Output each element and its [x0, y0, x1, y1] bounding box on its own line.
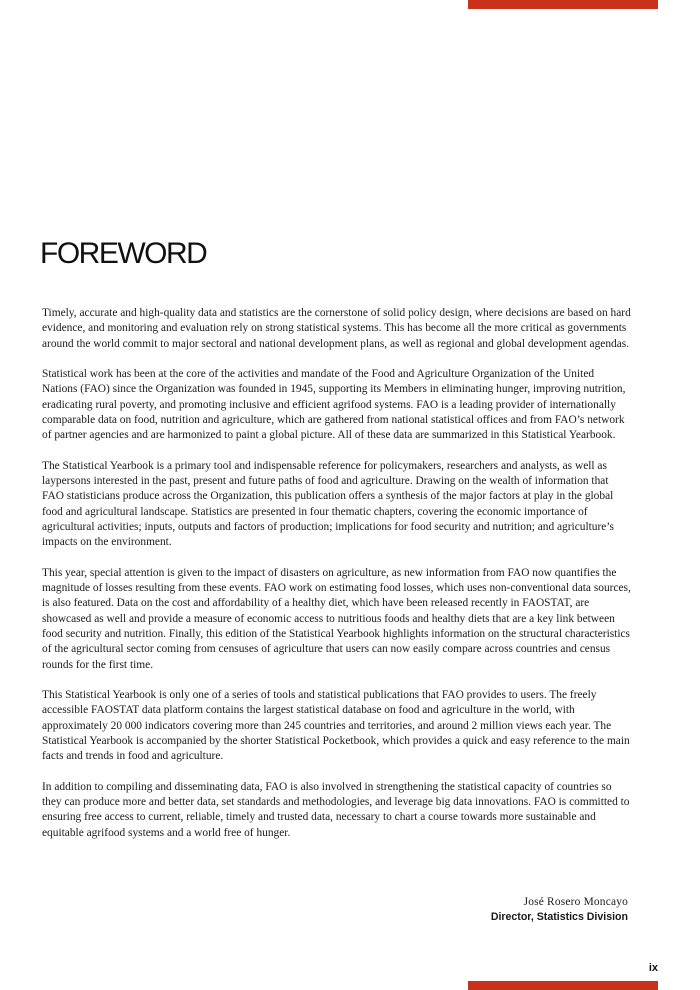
signatory-name: José Rosero Moncayo — [523, 896, 628, 908]
page-number: ix — [648, 962, 658, 974]
paragraph-2: Statistical work has been at the core of the activities and mandate of the Food and Agriculture Organization of the United Nations (FAO) since the Organization was founded in 1945, supporting its Members in eliminating hunger, improving nutrition, eradicating rural poverty, and promoting inclusive and efficient agrifood systems. FAO is a leading provider of internationally comparable data on food, nutrition and agriculture, which are gathered from national statistical offices and from FAO’s network of partner agencies and are harmonized to paint a global picture. All of these data are summarized in this Statistical Yearbook. — [42, 368, 626, 442]
paragraph-1: Timely, accurate and high-quality data and statistics are the cornerstone of solid policy design, where decisions are based on hard evidence, and monitoring and evaluation rely on strong statistical systems. This has become all the more critical as governments around the world commit to major sectoral and national development plans, as well as regional and global development agendas. — [42, 307, 631, 350]
signature-block — [491, 895, 628, 925]
foreword-body — [42, 306, 632, 856]
paragraph-3: The Statistical Yearbook is a primary tool and indispensable reference for policymakers, researchers and analysts, as well as laypersons interested in the past, present and future paths of food and agriculture. Drawing on the wealth of information that FAO statisticians produce across the Organization, this publication offers a synthesis of the major factors at play in the global food and agricultural landscape. Statistics are presented in four thematic chapters, covering the economic importance of agricultural activities; inputs, outputs and factors of production; implications for food security and nutrition; and agriculture’s impacts on the environment. — [42, 459, 614, 549]
paragraph-6: In addition to compiling and disseminating data, FAO is also involved in strengthening the statistical capacity of countries so they can produce more and better data, set standards and methodologies, and leverage big data innovations. FAO is committed to ensuring free access to current, reliable, timely and trusted data, necessary to chart a course towards more sustainable and equitable agrifood systems and a world free of hunger. — [42, 780, 630, 839]
paragraph-5: This Statistical Yearbook is only one of a series of tools and statistical publications that FAO provides to users. The freely accessible FAOSTAT data platform contains the largest statistical database on food and agriculture in the world, with approximately 20 000 indicators covering more than 245 countries and territories, and around 2 million views each year. The Statistical Yearbook is accompanied by the shorter Statistical Pocketbook, which provides a quick and easy reference to the main facts and trends in food and agriculture. — [42, 688, 630, 763]
top-accent-bar — [468, 0, 658, 9]
paragraph-4: This year, special attention is given to the impact of disasters on agriculture, as new information from FAO now quantifies the magnitude of losses resulting from these events. FAO work on estimating food losses, which uses non-conventional data sources, is also featured. Data on the cost and affordability of a healthy diet, which have been released recently in FAOSTAT, are showcased as well and provide a measure of economic access to nutritious foods and healthy diets that are a key link between food security and nutrition. Finally, this edition of the Statistical Yearbook highlights information on the structural characteristics of the agricultural sector coming from censuses of agriculture that users can now easily compare across countries and census rounds for the first time. — [42, 566, 631, 671]
page-title: FOREWORD — [40, 237, 207, 270]
signatory-title: Director, Statistics Division — [490, 911, 628, 924]
bottom-accent-bar — [468, 981, 658, 990]
